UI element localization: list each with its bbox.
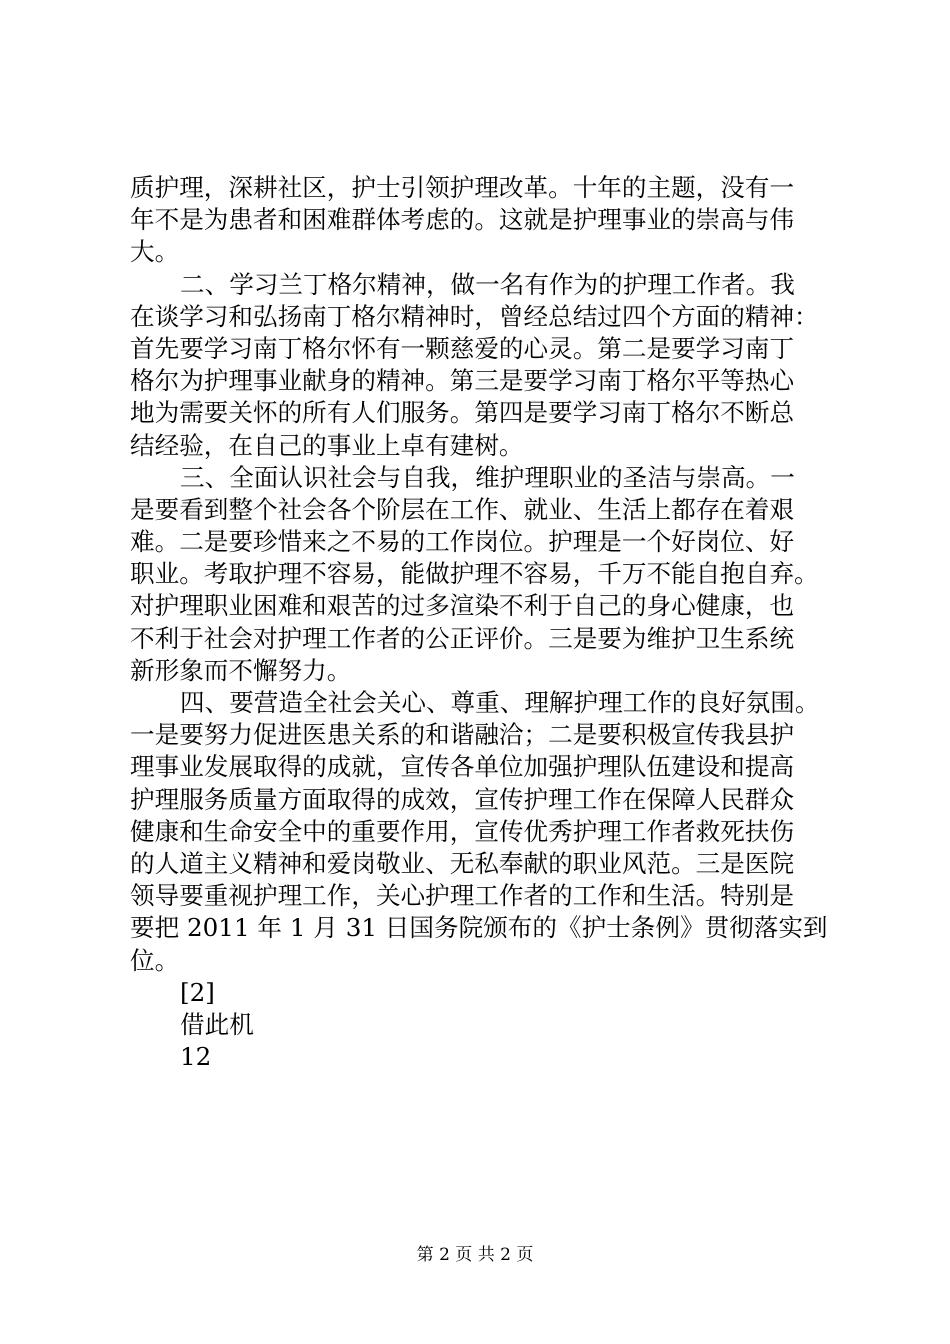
text-line: 对护理职业困难和艰苦的过多渲染不利于自己的身心健康，也 — [130, 591, 795, 621]
text-line: 要把 2011 年 1 月 31 日国务院颁布的《护士条例》贯彻落实到 — [130, 913, 828, 943]
text-line: 首先要学习南丁格尔怀有一颗慈爱的心灵。第二是要学习南丁 — [130, 333, 795, 363]
text-line: 领导要重视护理工作，关心护理工作者的工作和生活。特别是 — [130, 881, 795, 911]
text-line: 不利于社会对护理工作者的公正评价。三是要为维护卫生系统 — [130, 623, 795, 653]
text-line: 四、要营造全社会关心、尊重、理解护理工作的良好氛围。 — [180, 688, 820, 717]
text-line: 位。 — [130, 945, 180, 975]
text-line: 二、学习兰丁格尔精神，做一名有作为的护理工作者。我 — [180, 269, 795, 299]
text-line: 在谈学习和弘扬南丁格尔精神时，曾经总结过四个方面的精神： — [130, 301, 819, 331]
text-line: 护理服务质量方面取得的成效，宣传护理工作在保障人民群众 — [130, 784, 795, 814]
text-line: 新形象而不懈努力。 — [130, 655, 352, 685]
text-line: 质护理，深耕社区，护士引领护理改革。十年的主题，没有一 — [130, 173, 795, 202]
text-line: 理事业发展取得的成就，宣传各单位加强护理队伍建设和提高 — [130, 752, 795, 782]
text-line: 大。 — [130, 237, 180, 267]
text-line: 健康和生命安全中的重要作用，宣传优秀护理工作者救死扶伤 — [130, 816, 795, 846]
text-line: 的人道主义精神和爱岗敬业、无私奉献的职业风范。三是医院 — [130, 848, 795, 878]
text-line: 难。二是要珍惜来之不易的工作岗位。护理是一个好岗位、好 — [130, 527, 795, 557]
text-line: 借此机 — [180, 1009, 254, 1039]
document-body — [130, 172, 850, 1073]
page-footer: 第 2 页 共 2 页 — [416, 1245, 534, 1265]
text-line: 职业。考取护理不容易，能做护理不容易，千万不能自抱自弃。 — [130, 559, 819, 589]
text-line: 地为需要关怀的所有人们服务。第四是要学习南丁格尔不断总 — [130, 398, 795, 428]
text-line: 是要看到整个社会各个阶层在工作、就业、生活上都存在着艰 — [130, 494, 795, 524]
text-line: 一是要努力促进医患关系的和谐融洽；二是要积极宣传我县护 — [130, 720, 795, 750]
text-line: 12 — [180, 1042, 212, 1072]
text-line: [2] — [180, 977, 215, 1007]
text-line: 三、全面认识社会与自我，维护理职业的圣洁与崇高。一 — [180, 462, 795, 492]
text-line: 格尔为护理事业献身的精神。第三是要学习南丁格尔平等热心 — [130, 366, 795, 396]
text-line: 年不是为患者和困难群体考虑的。这就是护理事业的崇高与伟 — [130, 205, 795, 235]
text-line: 结经验，在自己的事业上卓有建树。 — [130, 430, 524, 460]
